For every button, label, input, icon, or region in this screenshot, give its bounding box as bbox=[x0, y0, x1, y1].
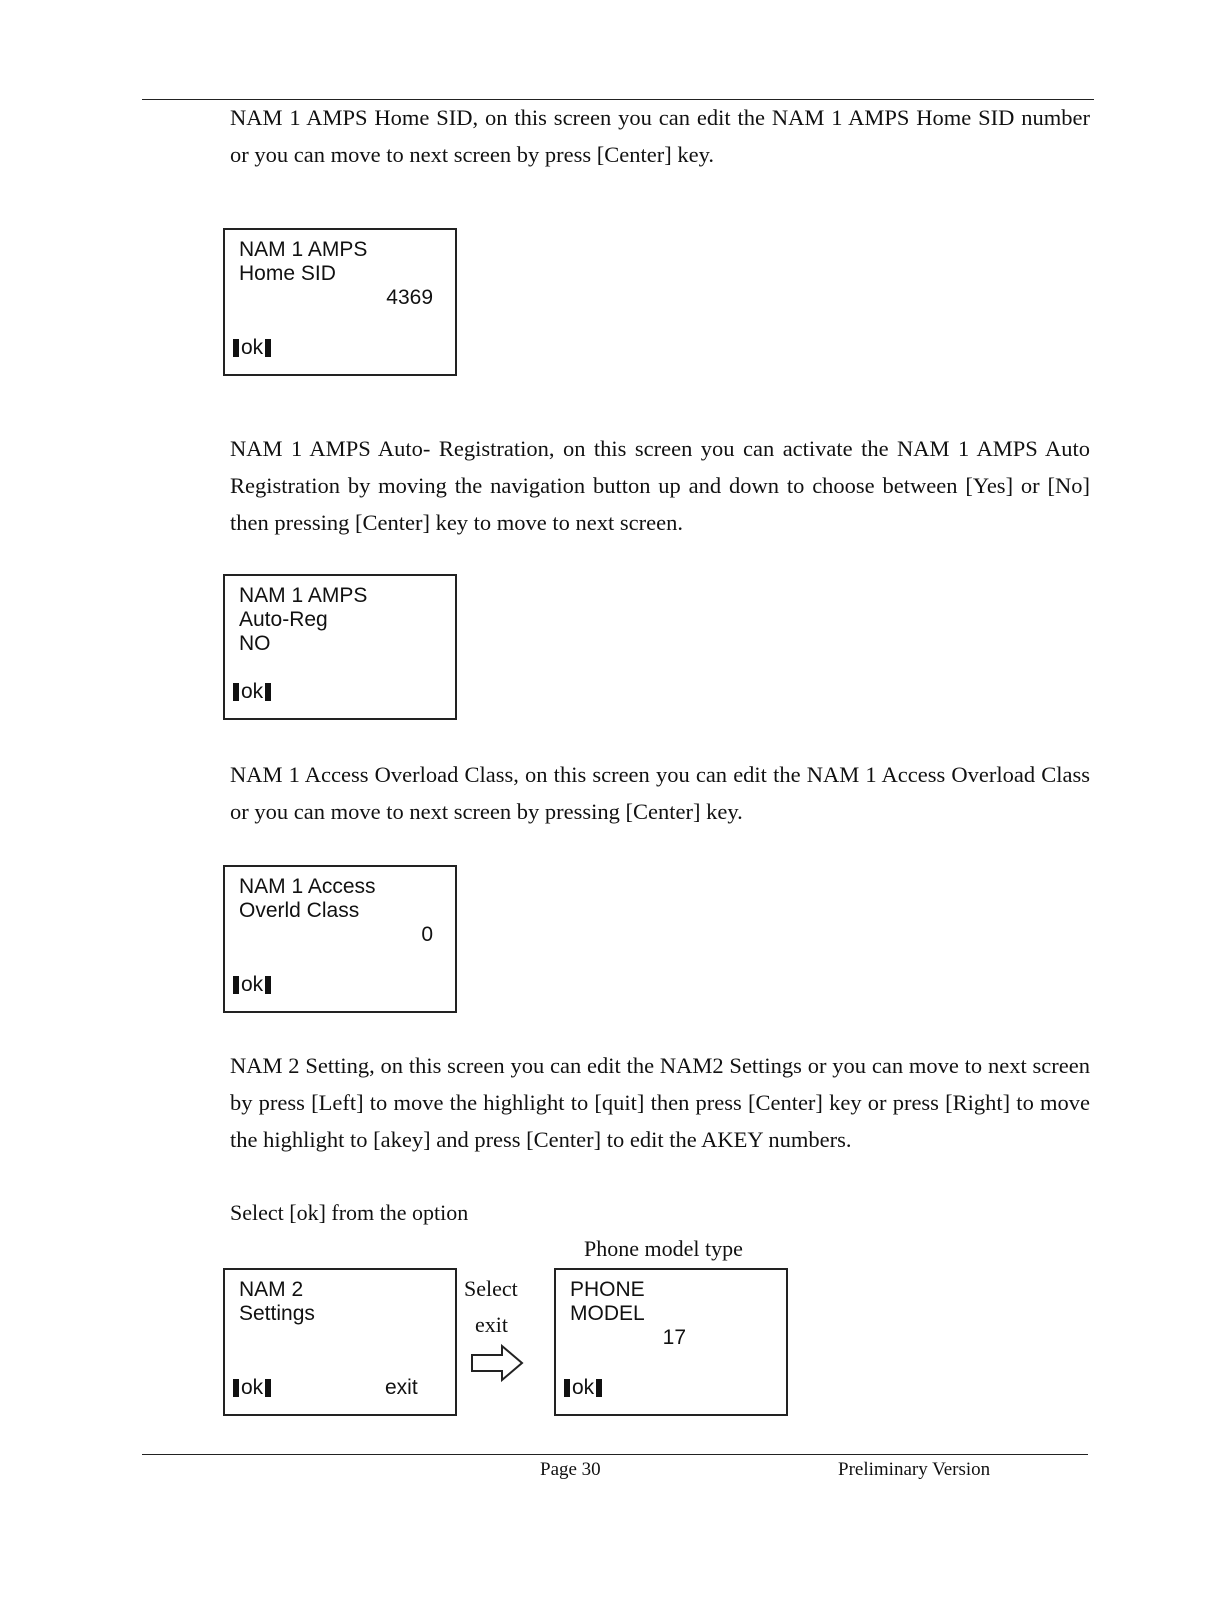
lcd-screen-home-sid bbox=[223, 228, 457, 376]
softkey-label: ok bbox=[241, 680, 264, 703]
ok-softkey[interactable] bbox=[233, 680, 271, 704]
highlight-bar-right bbox=[596, 1379, 602, 1397]
highlight-bar-right bbox=[265, 1379, 271, 1397]
lcd-line-2: MODEL bbox=[570, 1302, 645, 1325]
exit-softkey[interactable]: exit bbox=[385, 1376, 418, 1399]
lcd-line-1: NAM 1 Access bbox=[239, 875, 376, 898]
lcd-screen-auto-reg bbox=[223, 574, 457, 720]
paragraph-home-sid: NAM 1 AMPS Home SID, on this screen you can edit the NAM 1 AMPS Home SID number or you can move to next screen by press [Center] key. bbox=[230, 105, 1090, 167]
lcd-line-1: NAM 1 AMPS bbox=[239, 238, 368, 261]
flow-select-label: Select bbox=[464, 1276, 518, 1301]
paragraph-auto-reg: NAM 1 AMPS Auto- Registration, on this screen you can activate the NAM 1 AMPS Auto Registration by moving the navigation button up and down to choose between [Yes] or [No] then pressing [Center] key to move to next screen. bbox=[230, 436, 1090, 535]
ok-softkey[interactable] bbox=[233, 1376, 271, 1400]
paragraph-nam2: NAM 2 Setting, on this screen you can edit the NAM2 Settings or you can move to next screen by press [Left] to move the highlight to [quit] then press [Center] key or press [Right] to move the highlight to [akey] and press [Center] to edit the AKEY numbers. bbox=[230, 1053, 1090, 1152]
softkey-label: ok bbox=[241, 336, 264, 359]
lcd-line-2: Settings bbox=[239, 1302, 315, 1325]
lcd-screen-nam2 bbox=[223, 1268, 457, 1416]
lcd-line-2: Home SID bbox=[239, 262, 336, 285]
highlight-bar-right bbox=[265, 683, 271, 701]
page-number: Page 30 bbox=[540, 1459, 601, 1480]
lcd-line-1: PHONE bbox=[570, 1278, 645, 1301]
paragraph-overload: NAM 1 Access Overload Class, on this screen you can edit the NAM 1 Access Overload Class or you can move to next screen by pressing [Center] key. bbox=[230, 762, 1090, 824]
lcd-line-2: Overld Class bbox=[239, 899, 360, 922]
lcd-value: 4369 bbox=[386, 286, 433, 309]
ok-softkey[interactable] bbox=[564, 1376, 602, 1400]
highlight-bar-right bbox=[265, 976, 271, 994]
right-arrow-icon bbox=[470, 1343, 526, 1383]
highlight-bar-right bbox=[265, 339, 271, 357]
lcd-value: 17 bbox=[662, 1326, 686, 1349]
lcd-line-2: Auto-Reg bbox=[239, 608, 328, 631]
lcd-line-3: NO bbox=[239, 632, 271, 655]
lcd-screen-overload bbox=[223, 865, 457, 1013]
softkey-label: ok bbox=[241, 1376, 264, 1399]
flow-exit-label: exit bbox=[475, 1312, 508, 1337]
version-label: Preliminary Version bbox=[838, 1459, 991, 1480]
ok-softkey[interactable] bbox=[233, 973, 271, 997]
ok-softkey[interactable] bbox=[233, 336, 271, 360]
lcd-line-1: NAM 1 AMPS bbox=[239, 584, 368, 607]
phone-model-caption: Phone model type bbox=[584, 1236, 743, 1261]
footer-rule bbox=[142, 1454, 1088, 1455]
softkey-label: ok bbox=[572, 1376, 595, 1399]
lcd-screen-phone-model bbox=[554, 1268, 788, 1416]
lcd-value: 0 bbox=[421, 923, 433, 946]
select-note: Select [ok] from the option bbox=[230, 1200, 469, 1225]
softkey-label: ok bbox=[241, 973, 264, 996]
lcd-line-1: NAM 2 bbox=[239, 1278, 304, 1301]
